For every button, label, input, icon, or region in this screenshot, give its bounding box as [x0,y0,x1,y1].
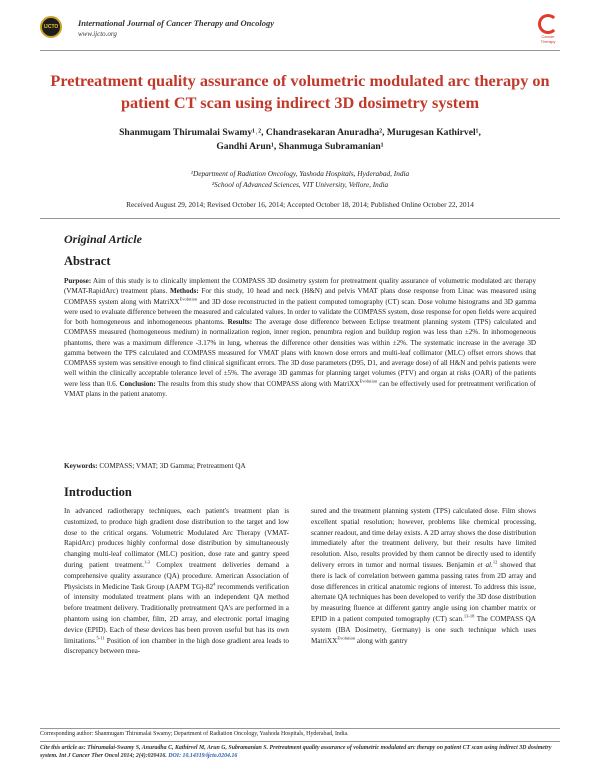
methods-text: For this study, 10 head and neck (H&N) and pelvis VMAT plans dose response from Linac was measured using COMPASS system along with MatriXX [64,287,536,306]
keywords-label: Keywords: [64,462,98,470]
cite-label: Cite this article as: [40,745,86,751]
purpose-label: Purpose: [64,277,92,285]
header-rule [40,50,560,51]
keywords-text: COMPASS; VMAT; 3D Gamma; Pretreatment QA [97,462,246,470]
intro-text: In advanced radiotherapy techniques, each patient's treatment plan is customized, to produce high gradient dose distribution to the target and low dose to the critical organs. Volumetric Modulated Arc Therapy (VMAT- RapidArc) produces highly conformal dose distribution by simultaneously changing multi-leaf collimator (MLC) position, dose rate and gantry speed during patient treatment. [64,507,289,569]
results-label: Results: [227,318,253,326]
intro-column-left [64,506,289,657]
journal-logo-text: IJCTO [43,24,59,30]
methods-label: Methods: [169,287,199,296]
article-title: Pretreatment quality assurance of volumetric modulated arc therapy on patient CT scan using indirect 3D dosimetry system [50,71,550,112]
journal-header [40,14,560,50]
intro-text: showed that there is lack of correlation between gamma passing rates from 2D array and dose differences in critical anatomic regions of interest. To address this issue, alternate QA techniques has been developed to verify the 3D dose distribution by measuring fluence at different gantry angle using ion chamber matrix or EPID in a patient computed tomography (CT) scan. [311,560,536,623]
article-type: Original Article [64,232,142,246]
intro-column-right [311,506,536,646]
abstract-body [64,276,536,399]
purpose-text: Aim of this study is to clinically implement the COMPASS 3D dosimetry system for pretreatment quality assurance of volumetric modulated arc therapy (VMAT-RapidArc) treatment plans. [64,277,536,296]
affiliation-2: ²School of Advanced Sciences, VIT University, Vellore, India [211,179,389,189]
introduction-heading: Introduction [64,485,132,499]
publication-dates: Received August 29, 2014; Revised October 16, 2014; Accepted October 18, 2014; Published Online October 22, 2014 [126,200,474,209]
intro-text: sured and the treatment planning system (TPS) calculated dose. Film shows excellent spatial resolution; however, problems like chemical processing, scanner readout, and time delay exists. A 2D array shows the dose distribution immediately after the treatment delivery, but their results have limited resolution. Also, results provided by them cannot be directly used to identify delivery errors in tumor and normal tissues. Benjamin [311,507,536,569]
superscript: Evolution [337,635,356,641]
conclusion-text-cont: can be effectively used for pretreatment verification of VMAT plans in the patient anatomy. [64,379,536,398]
conclusion-label: Conclusion: [119,379,156,388]
citation-ref[interactable]: 5-11 [96,635,105,641]
cancer-therapy-logo [536,14,560,44]
doi-link[interactable]: DOI: 10.14319/ijcto.0204.16 [168,753,238,759]
keywords [64,462,536,470]
journal-name: International Journal of Cancer Therapy and Oncology [78,18,274,28]
citation-ref[interactable]: 4 [213,581,216,587]
conclusion-superscript: Evolution [359,378,378,384]
methods-text-cont: and 3D dose reconstructed in the patient computed tomography (CT) scan. Dose volume histograms and 3D gamma were used to evaluate difference between the measured and calculated values. In order to validate the COMPASS system, dose response for open fields were acquired for both homogeneous and inhomogeneous phantoms. [64,297,536,326]
footer-rule-2 [40,741,560,742]
journal-logo [40,16,62,38]
intro-text: Position of ion chamber in the high dose gradient area leads to discrepancy between mea- [64,636,289,656]
affiliations [40,169,560,190]
abstract-heading: Abstract [64,254,111,268]
intro-text: The COMPASS QA system (IBA Dosimetry, Germany) is one such technique which uses MatriXX [311,614,536,645]
journal-url[interactable]: www.ijcto.org [78,30,117,38]
author-list [40,126,560,154]
methods-superscript: Evolution [179,296,198,302]
et-al: et al. [477,560,493,569]
intro-text: Complex treatment deliveries demand a comprehensive quality assurance (QA) procedure. American Association of Physicists in Medicine Task Group (AAPM TG)-82 [64,560,289,591]
citation [40,744,560,760]
citation-ref[interactable]: 12 [492,559,498,565]
intro-text: recommends verification of intensity modulated treatment plans with an independent QA method before treatment delivery. Traditionally pretreatment QA's are performed in a phantom using ion chamber, film, 2D array, and electronic portal imaging device (EPID). Each of these devices has been proven useful but has its own limitations. [64,582,289,645]
affiliation-1: ¹Department of Radiation Oncology, Yashoda Hospitals, Hyderabad, India [190,169,410,178]
citation-ref[interactable]: 1-3 [143,559,150,565]
authors-line-2: Gandhi Arun¹, Shanmuga Subramanian¹ [216,141,384,152]
results-text: The average dose difference between Eclipse treatment planning system (TPS) calculated and COMPASS measured (homogeneous medium) in normalization region, inner region, penumbra region and buildup region was less than ±2%. In inhomogeneous phantoms, there was a maximum difference -3.17% in lung, whereas the difference other densities was within ±2%. The systematic increase in the average 3D gamma between the TPS calculated and COMPASS measured for VMAT plans with known dose errors and multi-leaf collimator (MLC) offset errors shows that COMPASS system was sensitive enough to find clinical significant errors. The 3D dose parameters (D95, D1, and average dose) of all H&N and pelvis patients were well within the clinically acceptable tolerance level of ±5%. The average 3D gammas for planning target volumes (PTV) and organ at risks (OAR) of the patients were less than 0.6. [64,318,537,388]
corresponding-author: Corresponding author: Shanmugam Thirumalai Swamy; Department of Radiation Oncology, Yashoda Hospitals, Hyderabad, India. [40,731,349,737]
footer-rule [40,728,560,729]
logo-ring-icon [538,14,558,34]
conclusion-text: The results from this study show that COMPASS along with MatriXX [155,379,360,388]
dates-rule [40,218,560,219]
cancer-therapy-logo-text: Cancer Therapy [540,34,556,44]
authors-line-1: Shanmugam Thirumalai Swamy¹˒², Chandrasekaran Anuradha², Murugesan Kathirvel¹, [119,127,481,138]
intro-text: along with gantry [355,636,408,645]
cite-text: Thirumalai-Swamy S, Anuradha C, Kathirvel M, Arun G, Subramanian S. Pretreatment quality assurance of volumetric modulated arc therapy on patient CT scan using indirect 3D dosimetry system. Int J Cancer Ther Oncol 2014; 2(4):020416. [40,745,552,759]
citation-ref[interactable]: 13-18 [463,613,475,619]
